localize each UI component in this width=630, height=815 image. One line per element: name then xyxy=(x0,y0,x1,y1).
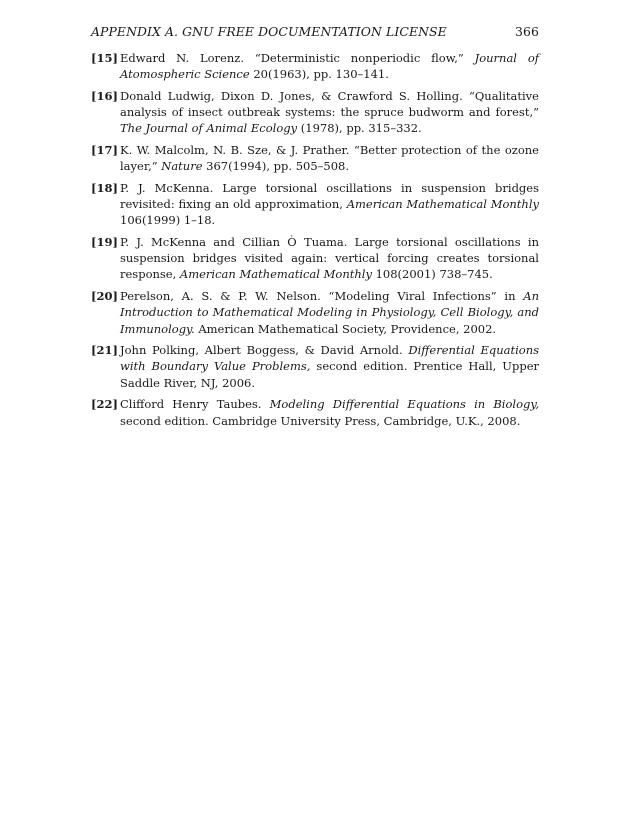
running-header-title: APPENDIX A. GNU FREE DOCUMENTATION LICENSE xyxy=(91,24,447,39)
entry-title-italic: An Introduction to Mathematical Modeling in Physiology, Cell Biology, and Immunology. xyxy=(120,289,539,336)
entry-text-segment: P. J. McKenna and Cillian Ò Tuama. Large torsional oscillations in suspension bridges visited again: vertical forcing creates torsional response, xyxy=(120,235,539,282)
entry-text-segment: American Mathematical Society, Providence, 2002. xyxy=(194,321,497,336)
entry-text xyxy=(120,288,539,337)
entry-text-segment: second edition. Cambridge University Press, Cambridge, U.K., 2008. xyxy=(120,413,521,428)
entry-title-italic: Journal of Atomospheric Science xyxy=(120,51,539,82)
entry-text-segment: Donald Ludwig, Dixon D. Jones, & Crawford S. Holling. “Qualitative analysis of insect outbreak systems: the spruce budworm and forest,” xyxy=(120,88,539,120)
entry-text xyxy=(120,234,539,283)
entry-text-segment: K. W. Malcolm, N. B. Sze, & J. Prather. “Better protection of the ozone layer,” xyxy=(120,143,539,174)
entry-text-segment: 108(2001) 738–745. xyxy=(371,267,493,282)
bibliography-entry xyxy=(91,88,539,137)
entry-text xyxy=(120,142,539,174)
entry-label: [19] xyxy=(91,235,118,250)
entry-text xyxy=(120,342,539,391)
bibliography-entry xyxy=(91,50,539,82)
entry-title-italic: Nature xyxy=(161,159,203,174)
document-page xyxy=(91,24,539,434)
entry-text xyxy=(120,396,539,428)
entry-label: [18] xyxy=(91,180,118,195)
bibliography-entry xyxy=(91,396,539,428)
entry-text-segment: 20(1963), pp. 130–141. xyxy=(249,67,389,82)
entry-label: [16] xyxy=(91,88,118,103)
bibliography-entry xyxy=(91,180,539,229)
entry-label: [15] xyxy=(91,51,118,65)
entry-title-italic: Modeling Differential Equations in Biology, xyxy=(269,397,539,412)
entry-text-segment: P. J. McKenna. Large torsional oscillations in suspension bridges revisited: fixing an old approximation, xyxy=(120,180,539,212)
bibliography-list xyxy=(91,50,539,429)
bibliography-entry xyxy=(91,142,539,174)
entry-text-segment: Clifford Henry Taubes. xyxy=(120,397,270,412)
bibliography-entry xyxy=(91,234,539,283)
entry-text xyxy=(120,180,539,229)
entry-label: [21] xyxy=(91,343,118,358)
entry-title-italic: American Mathematical Monthly xyxy=(179,267,372,282)
entry-title-italic: American Mathematical Monthly xyxy=(346,197,539,212)
bibliography-entry xyxy=(91,288,539,337)
entry-label: [22] xyxy=(91,397,118,412)
bibliography-entry xyxy=(91,342,539,391)
entry-text-segment: Edward N. Lorenz. “Deterministic nonperiodic flow,” xyxy=(120,51,475,65)
entry-label: [20] xyxy=(91,289,118,304)
entry-title-italic: Differential Equations with Boundary Value Problems, xyxy=(120,343,540,374)
entry-text-segment: second edition. Prentice Hall, Upper Saddle River, NJ, 2006. xyxy=(120,359,539,390)
entry-text-segment: 367(1994), pp. 505–508. xyxy=(202,159,350,174)
entry-text-segment: Perelson, A. S. & P. W. Nelson. “Modeling Viral Infections” in xyxy=(120,289,524,304)
page-header xyxy=(91,24,539,39)
entry-text-segment: (1978), pp. 315–332. xyxy=(297,121,422,136)
page-number: 366 xyxy=(515,24,539,39)
entry-text xyxy=(120,88,539,137)
entry-title-italic: The Journal of Animal Ecology xyxy=(120,121,298,136)
entry-text-segment: 106(1999) 1–18. xyxy=(120,213,216,228)
entry-text xyxy=(120,50,539,82)
entry-label: [17] xyxy=(91,143,118,158)
entry-text-segment: John Polking, Albert Boggess, & David Arnold. xyxy=(120,343,409,358)
